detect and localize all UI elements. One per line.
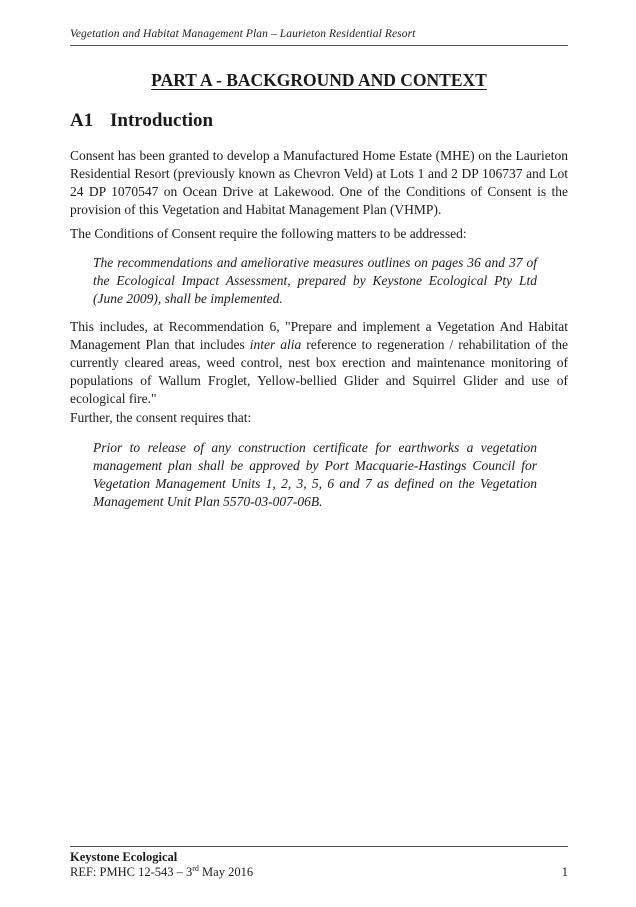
section-number: A1 — [70, 110, 94, 131]
running-header: Vegetation and Habitat Management Plan – Laurieton Residential Resort — [70, 28, 416, 40]
paragraph-recommendation-6-italic: inter alia — [249, 337, 302, 352]
section-heading — [70, 110, 213, 132]
quote-construction-certificate: Prior to release of any construction certificate for earthworks a vegetation management plan shall be approved by Port Macquarie-Hastings Council for Vegetation Management Units 1, 2, 3, 5, 6 and 7 as defined on the Vegetation Management Unit Plan 5570-03-007-06B. — [93, 440, 537, 509]
header-divider — [70, 45, 568, 46]
footer-reference-ordinal: rd — [192, 863, 199, 873]
footer-reference-date: May 2016 — [198, 865, 254, 879]
paragraph-further: Further, the consent requires that: — [70, 410, 252, 425]
paragraph-recommendation-6-end: reference to regeneration / rehabilitation of the currently cleared areas, weed control, nest box erection and maintenance monitoring of populations of Wallum Froglet, Yellow-bellied Glider and Squirrel Glider and use of ecological fire." — [70, 337, 568, 406]
section-title: Introduction — [110, 110, 214, 131]
footer-reference-prefix: REF: PMHC 12-543 – 3 — [70, 865, 193, 879]
quote-recommendations: The recommendations and ameliorative measures outlines on pages 36 and 37 of the Ecological Impact Assessment, prepared by Keystone Ecological Pty Ltd (June 2009), shall be implemented. — [93, 255, 537, 306]
page-number: 1 — [561, 865, 568, 879]
footer-organisation: Keystone Ecological — [70, 850, 178, 864]
footer-divider — [70, 846, 568, 847]
paragraph-conditions: The Conditions of Consent require the following matters to be addressed: — [70, 226, 467, 241]
part-title: PART A - BACKGROUND AND CONTEXT — [151, 70, 487, 90]
paragraph-recommendation-6 — [70, 318, 568, 408]
paragraph-recommendation-6-start: This includes, at Recommendation 6, "Prepare and implement a Vegetation And Habitat Management Plan that includes — [70, 319, 568, 352]
paragraph-consent: Consent has been granted to develop a Manufactured Home Estate (MHE) on the Laurieton Residential Resort (previously known as Chevron Veld) at Lots 1 and 2 DP 106737 and Lot 24 DP 1070547 on Ocean Drive at Lakewood. One of the Conditions of Consent is the provision of this Vegetation and Habitat Management Plan (VHMP). — [70, 148, 568, 217]
footer-reference — [70, 865, 253, 880]
